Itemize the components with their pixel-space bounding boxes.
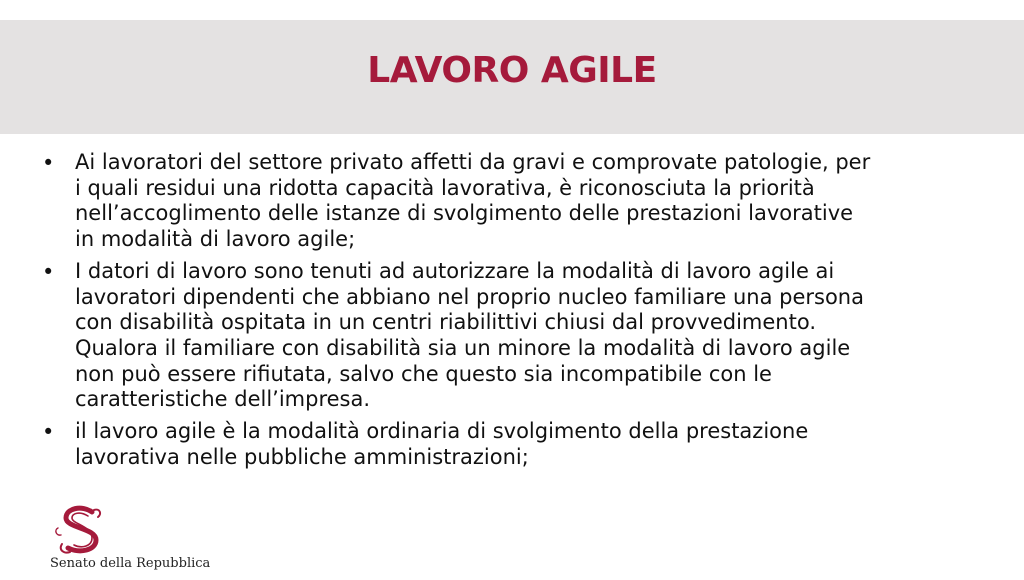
slide-title: LAVORO AGILE xyxy=(367,50,657,91)
bullet-line: lavoratori dipendenti che abbiano nel proprio nucleo familiare una persona xyxy=(75,284,864,309)
bullet-line: non può essere rifiutata, salvo che questo sia incompatibile con le xyxy=(75,361,772,386)
bullet-item xyxy=(38,150,958,253)
bullet-line: con disabilità ospitata in un centri riabilittivi chiusi dal provvedimento. xyxy=(75,310,816,335)
bullet-line: lavorativa nelle pubbliche amministrazioni; xyxy=(75,444,529,469)
bullet-item xyxy=(38,419,958,470)
bullet-item xyxy=(38,259,958,413)
bullet-dot-icon: • xyxy=(42,259,55,284)
bullet-line: il lavoro agile è la modalità ordinaria di svolgimento della prestazione xyxy=(75,419,809,444)
bullet-line: i quali residui una ridotta capacità lavorativa, è riconosciuta la priorità xyxy=(75,175,815,200)
bullet-dot-icon: • xyxy=(42,420,55,445)
bullet-dot-icon: • xyxy=(42,151,55,175)
senato-s-logo-icon xyxy=(52,504,112,556)
bullet-line: I datori di lavoro sono tenuti ad autorizzare la modalità di lavoro agile ai xyxy=(75,258,835,283)
logo-text: Senato della Repubblica xyxy=(50,556,211,571)
bullet-line: caratteristiche dell’impresa. xyxy=(75,387,371,412)
bullet-list xyxy=(38,150,958,476)
bullet-line: nell’accoglimento delle istanze di svolgimento delle prestazioni lavorative xyxy=(75,201,854,226)
bullet-line: Ai lavoratori del settore privato affetti da gravi e comprovate patologie, per xyxy=(75,150,871,174)
bullet-line: in modalità di lavoro agile; xyxy=(75,227,356,252)
senato-logo xyxy=(44,504,214,574)
bullet-line: Qualora il familiare con disabilità sia un minore la modalità di lavoro agile xyxy=(75,335,851,360)
